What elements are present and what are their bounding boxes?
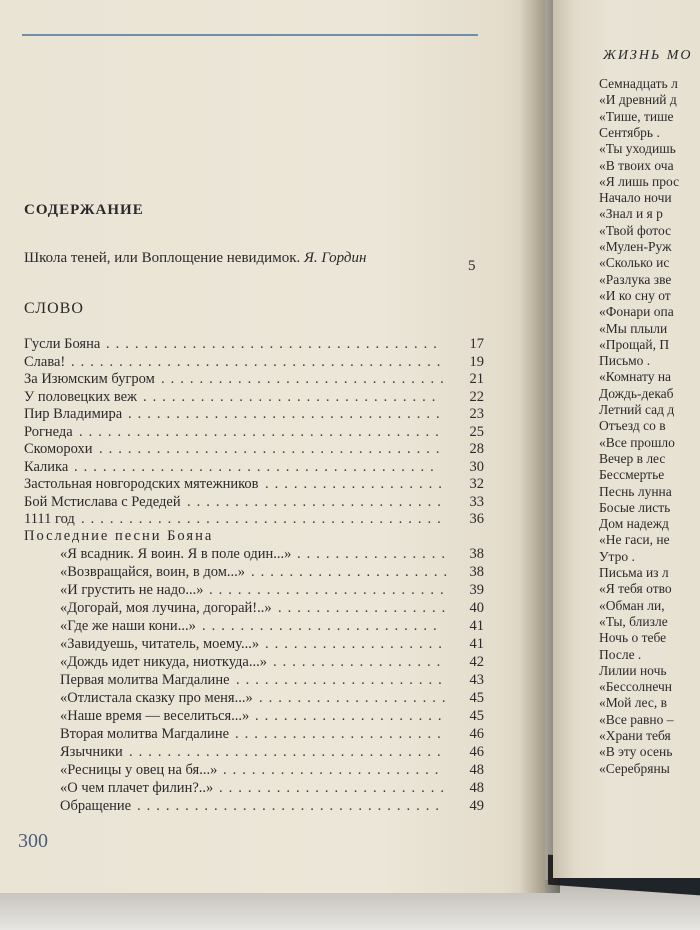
toc-entry-page: 38: [469, 546, 484, 562]
toc-entry-title: У половецких веж: [24, 388, 138, 405]
toc-row: [24, 798, 484, 815]
toc-entry-title: «Дождь идет никуда, ниоткуда...»: [60, 654, 267, 670]
dot-leader: ................................: [137, 798, 445, 814]
dot-leader: ..............................: [161, 371, 450, 387]
toc-row: [24, 354, 484, 371]
toc-entry-title: Пир Владимира: [24, 406, 123, 422]
right-page-line: «И древний д: [599, 92, 677, 108]
toc-entry-page: 30: [469, 458, 484, 475]
right-page-line: Вечер в лес: [599, 450, 666, 466]
toc-entry-page: 46: [469, 744, 484, 760]
right-page-line: Письмо .: [599, 353, 651, 369]
toc-row: [24, 672, 484, 689]
toc-entry-title: Скоморохи: [24, 441, 93, 457]
right-page-line: «Серебряны: [599, 760, 670, 776]
toc-entry-title: «Где же наши кони...»: [60, 618, 196, 634]
toc-row: [24, 618, 484, 635]
toc-entry-title: Обращение: [60, 798, 132, 814]
dot-leader: .......................................: [71, 353, 447, 370]
dot-leader: ...............................: [143, 388, 442, 405]
toc-entry-page: 41: [469, 636, 484, 652]
page-number: 300: [18, 830, 48, 852]
right-page-line: «Обман ли,: [599, 597, 665, 613]
right-page-line: «Прощай, П: [599, 336, 670, 352]
right-page-line: «Сколько ис: [599, 255, 670, 271]
toc-entry-page: 28: [469, 441, 484, 457]
toc-entry-title: Калика: [24, 458, 69, 475]
toc-row: [24, 564, 484, 581]
toc-entry-page: 19: [469, 353, 484, 370]
toc-entry-title: За Изюмским бугром: [24, 371, 155, 387]
intro-title: Школа теней, или Воплощение невидимок.: [24, 250, 301, 266]
right-page-line: Начало ночи: [599, 190, 672, 206]
toc-row: [24, 389, 484, 406]
right-page-line: «Фонари опа: [599, 304, 674, 320]
toc-entry-title: «Догорай, моя лучина, догорай!..»: [60, 600, 272, 616]
toc-entry-title: «Я всадник. Я воин. Я в поле один...»: [60, 546, 292, 562]
right-page-line: Летний сад д: [599, 402, 675, 417]
right-page-line: Ночь о тебе: [599, 630, 667, 646]
intro-author: Я. Гордин: [304, 250, 367, 266]
right-page-line: Лилии ночь: [599, 662, 667, 678]
dot-leader: ....................: [255, 708, 448, 724]
toc-entry-page: 38: [469, 564, 484, 580]
toc-row: [24, 654, 484, 671]
toc-entry-page: 33: [469, 493, 484, 510]
right-page-line: «В эту осень: [599, 744, 673, 760]
toc-entry-title: Слава!: [24, 353, 66, 370]
toc-row: [24, 459, 484, 476]
toc-entry-title: «Завидуешь, читатель, моему...»: [60, 636, 260, 652]
toc-entry-title: Вторая молитва Магдалине: [60, 726, 230, 742]
toc-entry-page: 41: [469, 618, 484, 634]
subsection-title: Последние песни Бояна: [24, 528, 214, 544]
toc-row: [24, 708, 484, 725]
toc-heading: СОДЕРЖАНИЕ: [24, 202, 144, 218]
toc-entry-title: Рогнеда: [24, 423, 73, 440]
right-page: [553, 0, 700, 878]
right-page-line: Песнь лунна: [599, 483, 672, 499]
toc-entry-page: 48: [469, 780, 484, 796]
right-page-line: «И ко сну от: [599, 287, 671, 303]
toc-entry-page: 40: [469, 600, 484, 616]
dot-leader: .....................: [251, 564, 454, 580]
toc-row: [24, 636, 484, 653]
dot-leader: .......................: [223, 762, 445, 778]
right-page-line: Письма из л: [599, 565, 669, 580]
toc-entry-title: Язычники: [60, 744, 123, 760]
toc-row: [24, 600, 484, 617]
toc-entry-title: «Отлистала сказку про меня...»: [60, 690, 253, 706]
right-page-line: «Не гаси, не: [599, 532, 670, 548]
dot-leader: ....................: [259, 690, 452, 706]
toc-row: [24, 406, 484, 423]
toc-entry-page: 45: [469, 690, 484, 706]
toc-entry-page: 48: [469, 762, 484, 778]
toc-entry-page: 22: [469, 388, 484, 405]
dot-leader: ........................: [219, 780, 450, 796]
toc-entry-page: 45: [469, 708, 484, 724]
right-page-line: «Мы плыли: [599, 320, 668, 336]
toc-row: [24, 476, 484, 493]
toc-row: [24, 424, 484, 441]
toc-entry-title: Застольная новгородских мятежников: [24, 476, 259, 492]
right-page-line: «Ты, близле: [599, 613, 668, 629]
dot-leader: ......................................: [79, 423, 445, 440]
toc-entry-title: «Наше время — веселиться...»: [60, 708, 250, 724]
dot-leader: .................................: [129, 744, 447, 760]
right-page-line: «Все прошло: [599, 434, 675, 450]
top-rule: [22, 34, 478, 36]
toc-entry-page: 17: [469, 336, 484, 352]
dot-leader: ..................: [278, 600, 452, 616]
right-page-line: «Храни тебя: [599, 728, 671, 743]
toc-entry-title: «Возвращайся, воин, в дом...»: [60, 564, 246, 580]
right-page-line: «Ты уходишь: [599, 141, 676, 157]
toc-row: [24, 371, 484, 388]
right-page-line: «Мой лес, в: [599, 695, 667, 711]
dot-leader: ...................................: [106, 336, 443, 352]
right-page-line: «Все равно –: [599, 711, 674, 727]
dot-leader: .................................: [128, 406, 446, 422]
toc-entry-page: 23: [469, 406, 484, 422]
toc-row: [24, 336, 484, 353]
toc-row: [24, 582, 484, 599]
right-page-line: Бессмертье: [599, 467, 665, 483]
dot-leader: ...........................: [187, 493, 447, 510]
dot-leader: ......................................: [74, 458, 440, 475]
right-page-line: «Твой фотос: [599, 222, 672, 238]
toc-row: [24, 726, 484, 743]
right-page-line: «Тише, тише: [599, 108, 674, 124]
right-page-line: «Знал и я р: [599, 206, 663, 222]
toc-entry-page: 21: [469, 371, 484, 387]
right-page-line: Отъезд со в: [599, 418, 666, 434]
dot-leader: ................: [297, 546, 451, 562]
toc-entry-title: Гусли Бояна: [24, 336, 101, 352]
running-title: ЖИЗНЬ МО: [603, 48, 693, 63]
right-page-line: Семнадцать л: [599, 76, 678, 91]
toc-entry-page: 46: [469, 726, 484, 742]
toc-entry-title: Первая молитва Магдалине: [60, 672, 230, 688]
toc-row: [24, 494, 484, 511]
intro-page-number: 5: [468, 258, 476, 274]
right-page-line: Сентябрь .: [599, 124, 660, 140]
right-page-line: «Мулен-Руж: [599, 239, 672, 254]
right-page-line: «Разлука зве: [599, 271, 672, 287]
dot-leader: ...................: [265, 476, 448, 492]
toc-entry-title: «О чем плачет филин?..»: [60, 780, 214, 796]
right-page-line: «В твоих оча: [599, 157, 674, 173]
toc-entry-page: 25: [469, 423, 484, 440]
dot-leader: ....................................: [99, 441, 446, 457]
toc-entry-page: 49: [469, 798, 484, 814]
right-page-line: После .: [599, 646, 642, 662]
dot-leader: ...................: [265, 636, 448, 652]
section-title: СЛОВО: [24, 300, 84, 317]
dot-leader: ......................: [235, 726, 447, 742]
toc-entry-page: 43: [469, 672, 484, 688]
dot-leader: ......................................: [81, 511, 447, 527]
right-page-line: Дождь-декаб: [599, 385, 674, 401]
right-page-line: «Я тебя отво: [599, 581, 672, 597]
dot-leader: .........................: [209, 582, 450, 598]
toc-row: [24, 744, 484, 761]
right-page-line: Босые листь: [599, 499, 671, 515]
dot-leader: ......................: [236, 672, 448, 688]
right-page-line: Дом надежд: [599, 516, 669, 532]
toc-entry-title: «И грустить не надо...»: [60, 582, 204, 598]
right-page-line: «Комнату на: [599, 369, 672, 385]
toc-entry-title: «Ресницы у овец на бя...»: [60, 762, 218, 778]
toc-entry-title: 1111 год: [24, 511, 75, 527]
right-page-line: Утро .: [599, 548, 635, 564]
dot-leader: ..................: [273, 654, 447, 670]
toc-row: [24, 546, 484, 563]
toc-row: [24, 441, 484, 458]
toc-entry-title: Бой Мстислава с Редедей: [24, 493, 181, 510]
toc-row: [24, 762, 484, 779]
intro-entry: [24, 250, 366, 267]
toc-entry-page: 32: [469, 476, 484, 492]
right-page-line: «Я лишь прос: [599, 173, 680, 189]
toc-entry-page: 39: [469, 582, 484, 598]
toc-row: [24, 511, 484, 528]
toc-entry-page: 42: [469, 654, 484, 670]
toc-row: [24, 780, 484, 797]
toc-row: [24, 690, 484, 707]
right-page-line: «Бессолнечн: [599, 679, 673, 695]
dot-leader: .........................: [202, 618, 443, 634]
toc-entry-page: 36: [469, 511, 484, 527]
